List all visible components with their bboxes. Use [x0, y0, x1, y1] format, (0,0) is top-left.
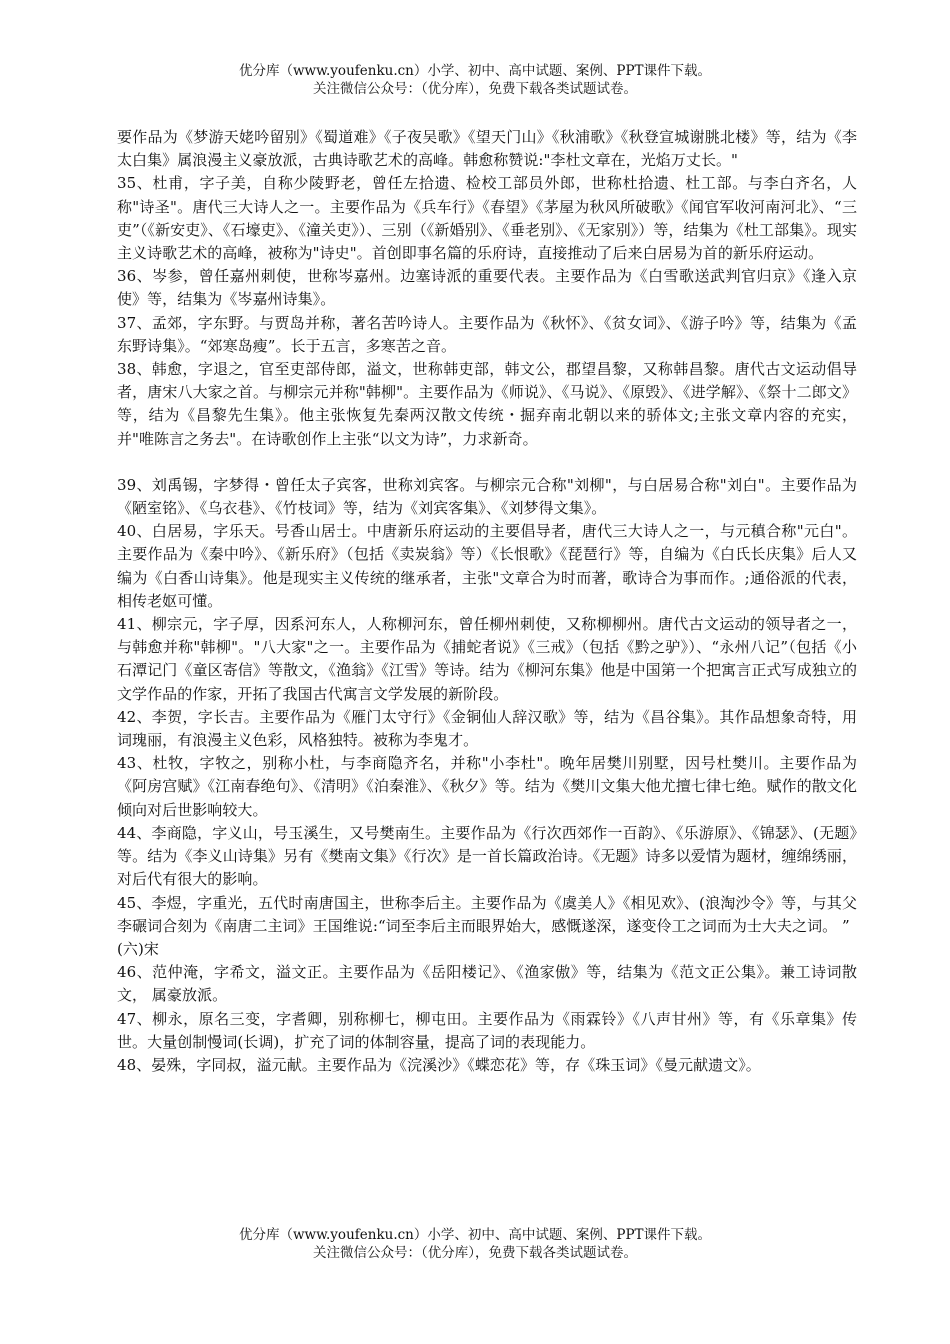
paragraph-48-yan-shu: 48、晏殊，字同叔，溢元献。主要作品为《浣溪沙》《蝶恋花》等，存《珠玉词》《曼元献遗文》。 [117, 1055, 761, 1074]
paragraph-44-li-shangyin: 44、李商隐，字义山，号玉溪生，又号樊南生。主要作品为《行次西郊作一百韵》、《乐游原》、《锦瑟》、(无题》等。结为《李义山诗集》另有《樊南文集》《行次》是一首长篇政治诗。《无题》诗多以爱情为题材，缠绵绣丽，对后代有很大的影响。 [117, 823, 857, 889]
paragraph-40-bai-juyi: 40、白居易，字乐天。号香山居士。中唐新乐府运动的主要倡导者，唐代三大诗人之一，与元稹合称"元白"。主要作品为《秦中吟》、《新乐府》（包括《卖炭翁》等）《长恨歌》《琵琶行》等，自编为《白氏长庆集》后人又编为《白香山诗集》。他是现实主义传统的继承者，主张"文章合为时而著，歌诗合为事而作。;通俗派的代表，相传老妪可懂。 [117, 522, 857, 610]
paragraph-39-liu-yuxi: 39、刘禹锡，字梦得・曾任太子宾客，世称刘宾客。与柳宗元合称"刘柳"，与白居易合称"刘白"。主要作品为《陋室铭》、《乌衣巷》、《竹枝词》等，结为《刘宾客集》、《刘梦得文集》。 [117, 475, 857, 518]
footer-line-2: 关注微信公众号：（优分库），免费下载各类试题试卷。 [313, 1245, 637, 1261]
header-line-2: 关注微信公众号：（优分库），免费下载各类试题试卷。 [313, 81, 637, 97]
paragraph-li-bai-continued: 要作品为《梦游天姥吟留别》《蜀道难》《子夜吴歌》《望天门山》《秋浦歌》《秋登宣城谢朓北楼》等，结为《李太白集》属浪漫主义豪放派，古典诗歌艺术的高峰。韩愈称赞说:"李杜文章在，光焰万丈长。" [117, 128, 857, 170]
paragraph-43-du-mu: 43、杜牧，字牧之，别称小杜，与李商隐齐名，并称"小李杜"。晚年居樊川别墅，因号杜樊川。主要作品为《阿房宫赋》《江南春绝句》、《清明》《泊秦淮》、《秋夕》等。结为《樊川文集大他尤擅七律七绝。赋作的散文化倾向对后世影响较大。 [117, 754, 857, 819]
section-heading-song: (六)宋 [117, 939, 159, 958]
page-footer [0, 1226, 950, 1262]
paragraph-37-meng-jiao: 37、孟郊，字东野。与贾岛并称，著名苦吟诗人。主要作品为《秋怀》、《贫女词》、《游子吟》等，结集为《孟东野诗集》。“郊寒岛瘦”。长于五言，多寒苦之音。 [117, 313, 857, 355]
header-line-1: 优分库（www.youfenku.cn）小学、初中、高中试题、案例、PPT课件下载。 [238, 63, 712, 79]
paragraph-38-han-yu: 38、韩愈，字退之，官至吏部侍郎，溢文，世称韩吏部，韩文公，郡望昌黎，又称韩昌黎。唐代古文运动倡导者，唐宋八大家之首。与柳宗元并称"韩柳"。主要作品为《师说》、《马说》、《原毁》、《进学解》、《祭十二郎文》等，结为《昌黎先生集》。他主张恢复先秦两汉散文传统・掘弃南北朝以来的骄体文;主张文章内容的充实，并"唯陈言之务去"。在诗歌创作上主张“以文为诗”，力求新奇。 [117, 360, 857, 448]
paragraph-47-liu-yong: 47、柳永，原名三变，字耆卿，别称柳七，柳屯田。主要作品为《雨霖铃》《八声甘州》等，有《乐章集》传世。大量创制慢词(长调)，扩充了词的体制容量，提高了词的表现能力。 [117, 1009, 857, 1051]
document-body [117, 126, 857, 1077]
paragraph-41-liu-zongyuan: 41、柳宗元，字子厚，因系河东人，人称柳河东，曾任柳州刺使，又称柳柳州。唐代古文运动的领导者之一，与韩愈并称"韩柳"。"八大家"之一。主要作品为《捕蛇者说》《三戒》（包括《黔之驴》）、“永州八记”（包括《小石潭记门《童区寄信》等散文，《渔翁》《江雪》等诗。结为《柳河东集》他是中国第一个把寓言正式写成独立的文学作品的作家，开拓了我国古代寓言文学发展的新阶段。 [117, 615, 857, 703]
footer-line-1: 优分库（www.youfenku.cn）小学、初中、高中试题、案例、PPT课件下载。 [238, 1227, 712, 1243]
paragraph-36-cen-shen: 36、岑参，曾任嘉州刺使，世称岑嘉州。边塞诗派的重要代表。主要作品为《白雪歌送武判官归京》《逢入京使》等，结集为《岑嘉州诗集》。 [117, 267, 857, 309]
paragraph-45-li-yu: 45、李煜，字重光，五代时南唐国主，世称李后主。主要作品为《虞美人》《相见欢》、(浪淘沙令》等，与其父李碾词合刻为《南唐二主词》王国维说:“词至李后主而眼界始大，感慨遂深，遂变伶工之词而为士大夫之词。 ” [117, 893, 857, 935]
paragraph-35-du-fu: 35、杜甫，字子美，自称少陵野老，曾任左拾遗、检校工部员外郎，世称杜拾遗、杜工部。与李白齐名，人称"诗圣"。唐代三大诗人之一。主要作品为《兵车行》《春望》《茅屋为秋风所破歌》《闻官军收河南河北》、“三吏”（《新安吏》、《石壕吏》、《潼关吏》）、三别（《新婚别》、《垂老别》、《无家别》）等，结集为《杜工部集》。现实主义诗歌艺术的高峰，被称为"诗史"。首创即事名篇的乐府诗，直接推动了后来白居易为首的新乐府运动。 [117, 174, 857, 263]
page-header [0, 62, 950, 98]
paragraph-46-fan-zhongyan: 46、范仲淹，字希文，溢文正。主要作品为《岳阳楼记》、《渔家傲》等，结集为《范文正公集》。兼工诗词散文， 属豪放派。 [117, 963, 857, 1005]
paragraph-42-li-he: 42、李贺，字长吉。主要作品为《雁门太守行》《金铜仙人辞汉歌》等，结为《昌谷集》。其作品想象奇特，用词瑰丽，有浪漫主义色彩，风格独特。被称为李鬼才。 [117, 707, 857, 750]
